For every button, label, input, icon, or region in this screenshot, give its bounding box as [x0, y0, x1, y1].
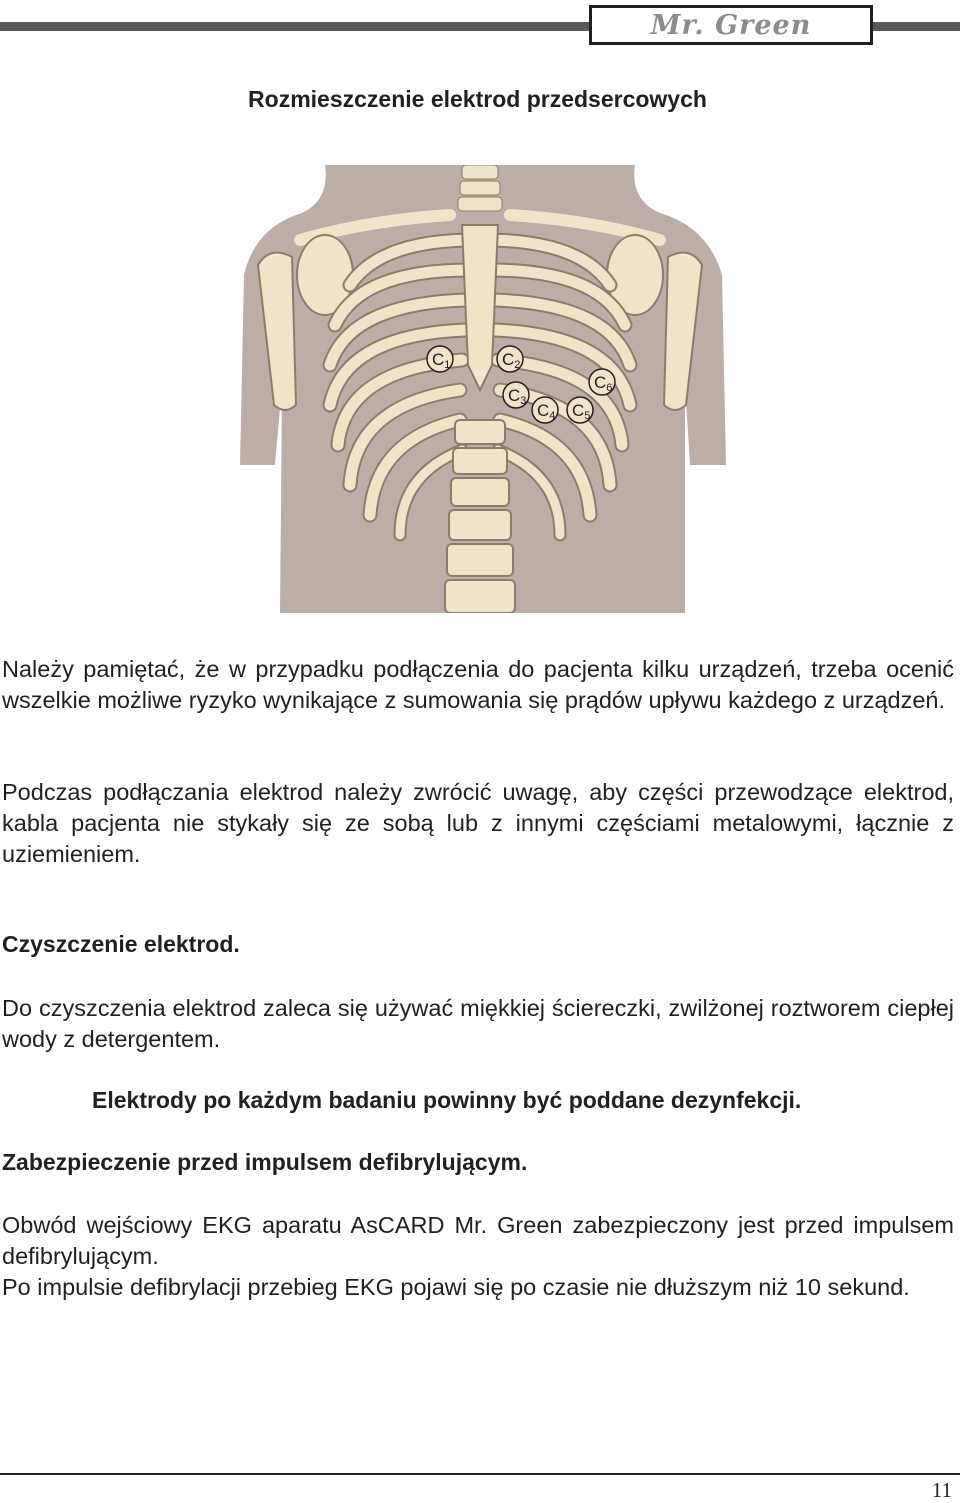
paragraph-cleaning: Do czyszczenia elektrod zaleca się używać miękkiej ściereczki, zwilżonej roztworem ciepłej wody z detergentem.: [2, 995, 954, 1052]
electrode-label: C1: [432, 350, 451, 371]
electrode-label: C2: [502, 350, 521, 371]
paragraph-leakage-current: Należy pamiętać, że w przypadku podłączenia do pacjenta kilku urządzeń, trzeba ocenić wszelkie możliwe ryzyko wynikające z sumowania się prądów upływu każdego z urządzeń.: [2, 656, 954, 713]
lumbar-spine: [445, 420, 515, 613]
sternum: [462, 225, 498, 390]
paragraph-electrode-contact: Podczas podłączania elektrod należy zwrócić uwagę, aby części przewodzące elektrod, kabla pacjenta nie stykały się ze sobą lub z innymi częściami metalowymi, łącznie z uziemieniem.: [2, 779, 954, 867]
page-title: Rozmieszczenie elektrod przedsercowych: [248, 86, 707, 112]
header-rule-right: [873, 22, 960, 31]
electrode-c1: [427, 346, 453, 372]
electrode-c3: [503, 382, 529, 408]
skeleton-illustration: [230, 165, 730, 613]
paragraph-defibrillation-protection: Obwód wejściowy EKG aparatu AsCARD Mr. Green zabezpieczony jest przed impulsem defibrylującym.: [2, 1212, 954, 1269]
footer-rule: [0, 1473, 960, 1475]
brand-box: [589, 5, 873, 45]
electrode-c6: [589, 369, 615, 395]
cervical-spine: [458, 165, 502, 211]
electrode-label: C6: [594, 373, 613, 394]
disinfection-note: Elektrody po każdym badaniu powinny być poddane dezynfekcji.: [92, 1087, 802, 1113]
heading-defibrillation-protection: Zabezpieczenie przed impulsem defibrylującym.: [2, 1149, 528, 1175]
electrode-label: C4: [537, 401, 556, 422]
paragraph-recovery-time: Po impulsie defibrylacji przebieg EKG pojawi się po czasie nie dłuższym niż 10 sekund.: [2, 1274, 910, 1300]
heading-electrode-cleaning: Czyszczenie elektrod.: [2, 931, 240, 957]
electrode-c2: [497, 346, 523, 372]
electrode-label: C3: [508, 386, 527, 407]
brand-name: Mr. Green: [650, 9, 812, 41]
chest-electrode-figure: [230, 165, 730, 613]
electrode-label: C5: [572, 401, 591, 422]
electrode-c4: [532, 397, 558, 423]
page-number: 11: [931, 1478, 952, 1502]
electrode-c5: [567, 397, 593, 423]
header-rule: [0, 22, 590, 31]
